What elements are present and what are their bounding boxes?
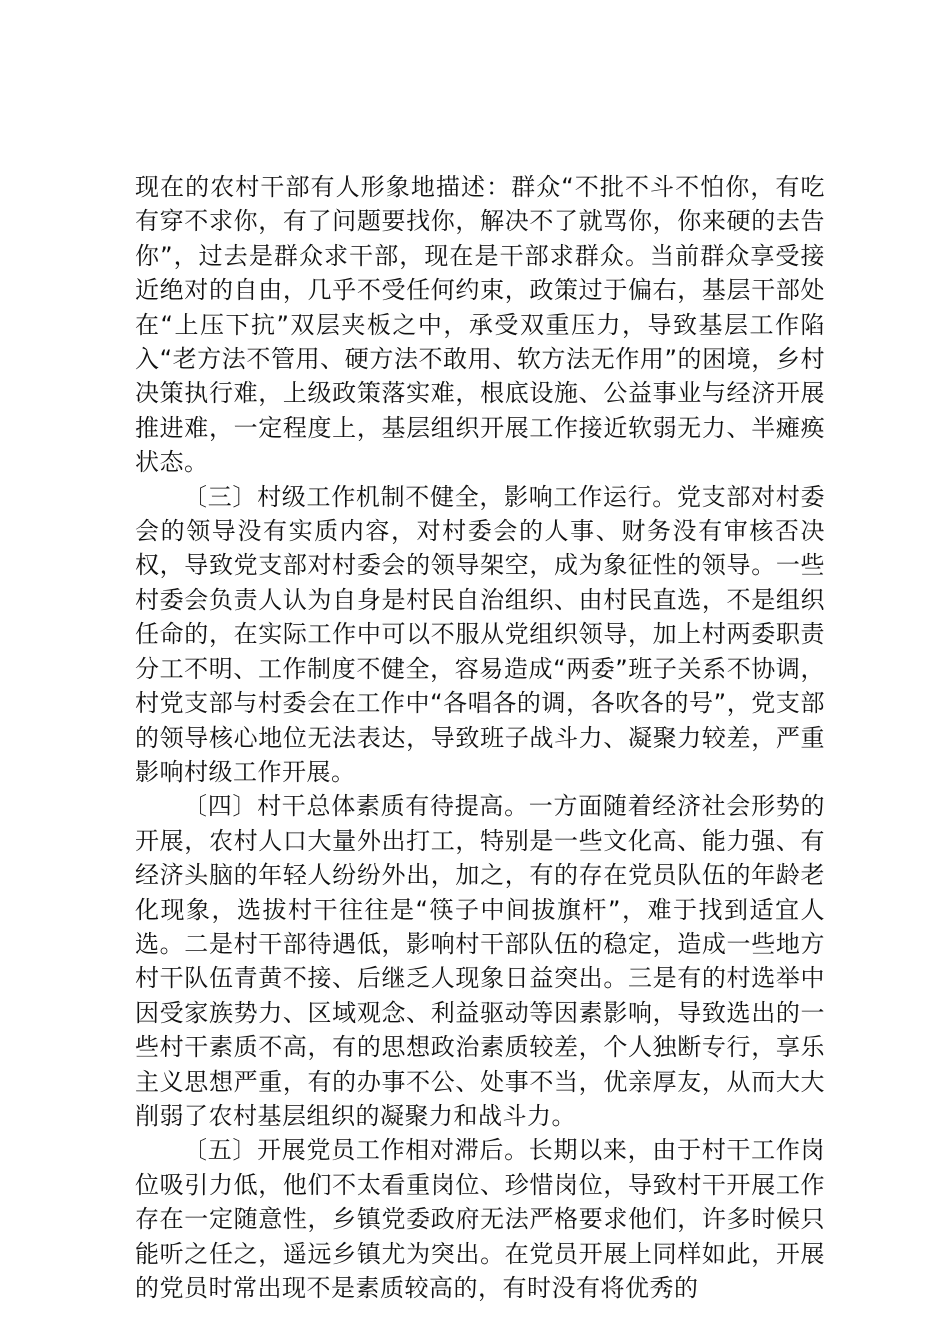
document-body xyxy=(135,170,825,1305)
paragraph-section-4: 〔四〕村干总体素质有待提高。一方面随着经济社会形势的开展，农村人口大量外出打工，特别是一些文化高、能力强、有经济头脑的年轻人纷纷外出，加之，有的存在党员队伍的年龄老化现象，选拔村干往往是“筷子中间拔旗杆”，难于找到适宜人选。二是村干部待遇低，影响村干部队伍的稳定，造成一些地方村干队伍青黄不接、后继乏人现象日益突出。三是有的村选举中因受家族势力、区域观念、利益驱动等因素影响，导致选出的一些村干素质不高，有的思想政治素质较差，个人独断专行，享乐主义思想严重，有的办事不公、处事不当，优亲厚友，从而大大削弱了农村基层组织的凝聚力和战斗力。 xyxy=(135,792,825,1130)
paragraph-continuation: 现在的农村干部有人形象地描述：群众“不批不斗不怕你，有吃有穿不求你，有了问题要找你，解决不了就骂你，你来硬的去告你”，过去是群众求干部，现在是干部求群众。当前群众享受接近绝对的自由，几乎不受任何约束，政策过于偏右，基层干部处在“上压下抗”双层夹板之中，承受双重压力，导致基层工作陷入“老方法不管用、硬方法不敢用、软方法无作用”的困境，乡村决策执行难，上级政策落实难，根底设施、公益事业与经济开展推进难，一定程度上，基层组织开展工作接近软弱无力、半瘫痪状态。 xyxy=(135,173,825,477)
paragraph-section-5: 〔五〕开展党员工作相对滞后。长期以来，由于村干工作岗位吸引力低，他们不太看重岗位、珍惜岗位，导致村干开展工作存在一定随意性，乡镇党委政府无法严格要求他们，许多时候只能听之任之，遥远乡镇尤为突出。在党员开展上同样如此，开展的党员时常出现不是素质较高的，有时没有将优秀的 xyxy=(135,1136,825,1302)
paragraph-section-3: 〔三〕村级工作机制不健全，影响工作运行。党支部对村委会的领导没有实质内容，对村委会的人事、财务没有审核否决权，导致党支部对村委会的领导架空，成为象征性的领导。一些村委会负责人认为自身是村民自治组织、由村民直选，不是组织任命的，在实际工作中可以不服从党组织领导，加上村两委职责分工不明、工作制度不健全，容易造成“两委”班子关系不协调，村党支部与村委会在工作中“各唱各的调，各吹各的号”，党支部的领导核心地位无法表达，导致班子战斗力、凝聚力较差，严重影响村级工作开展。 xyxy=(135,482,825,786)
